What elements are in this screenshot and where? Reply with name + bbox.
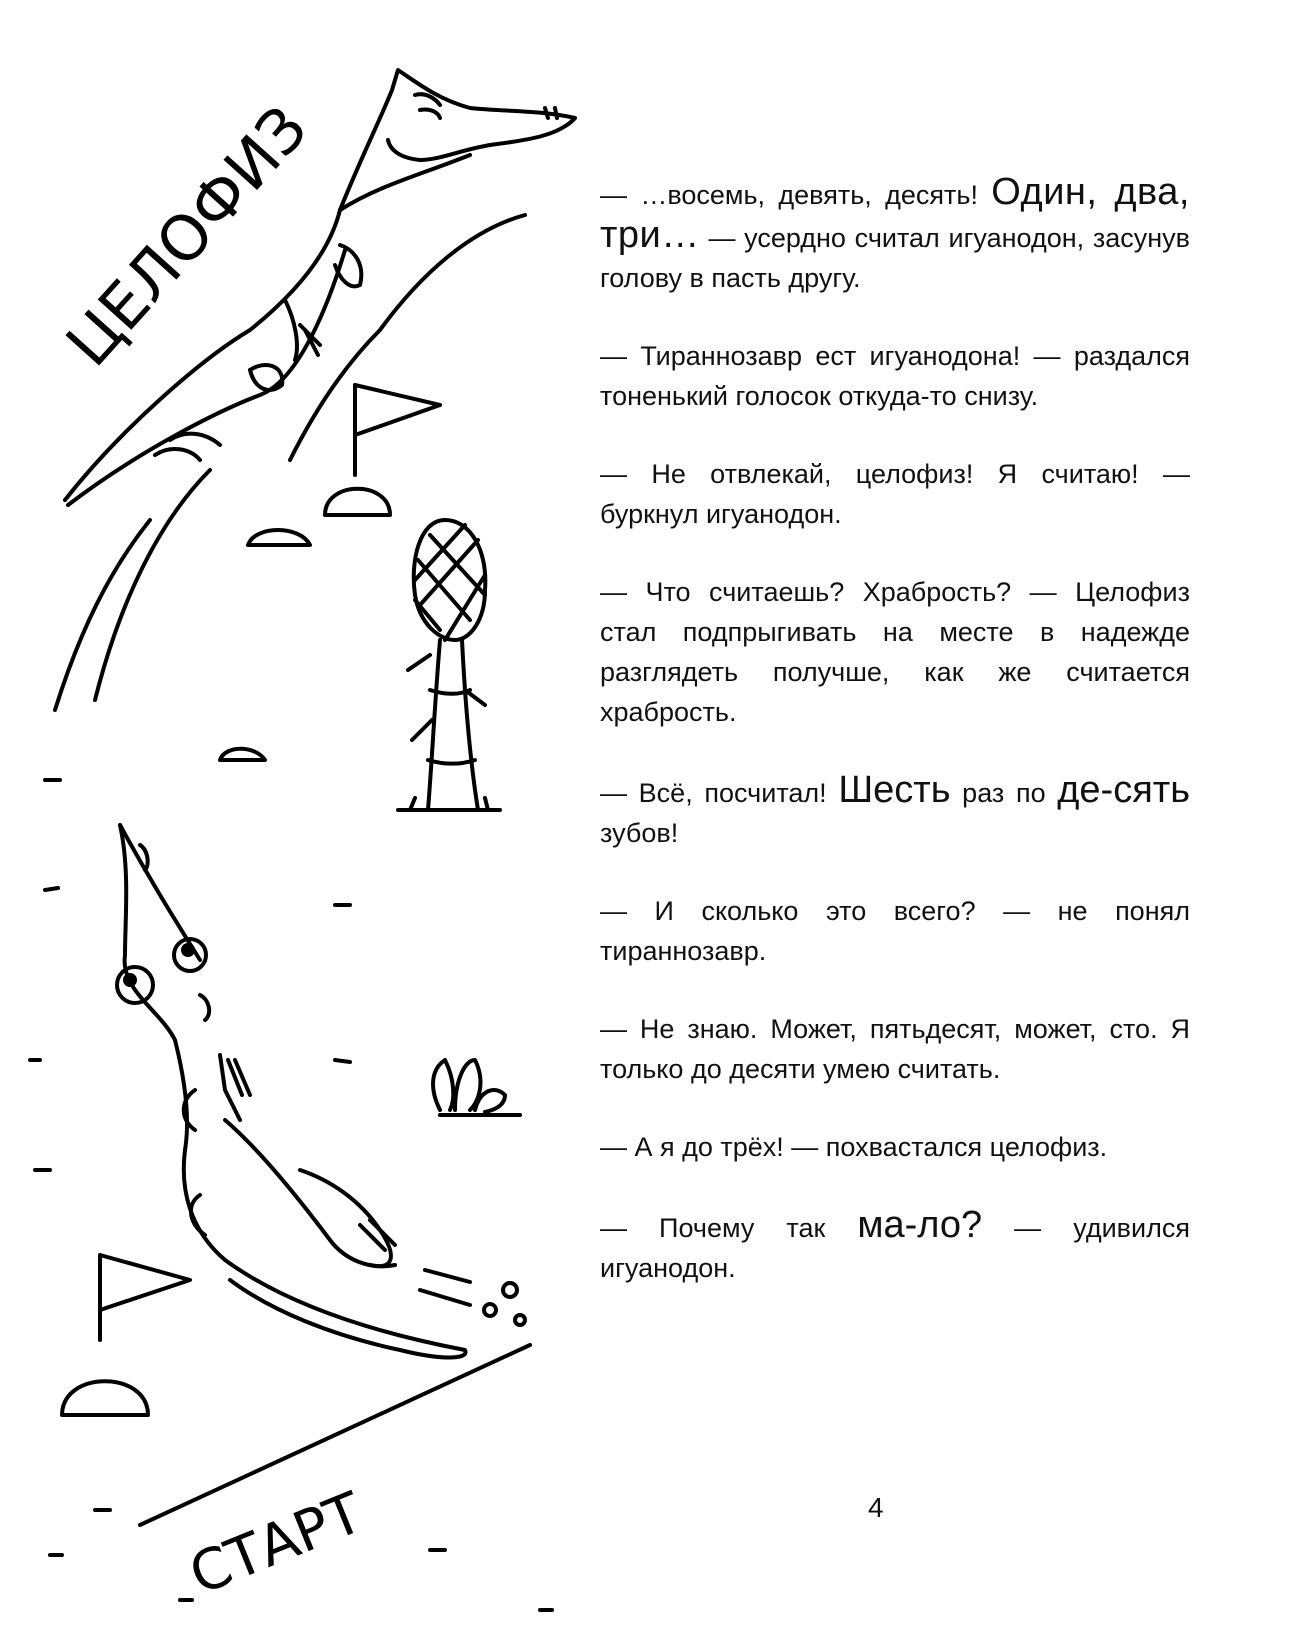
paragraph-8: — А я до трёх! — похвастался целофиз.	[600, 1132, 1108, 1162]
paragraph-3: — Не отвлекай, целофиз! Я считаю! — буркнул игуанодон.	[600, 459, 1190, 529]
story-text	[600, 172, 1190, 1326]
p5-emphasis-1: Шесть	[838, 769, 951, 811]
p1-a: — …восемь, девять, десять!	[600, 180, 992, 210]
p5-c: раз по	[950, 778, 1058, 808]
paragraph-6: — И сколько это всего? — не понял тираннозавр.	[600, 896, 1190, 966]
p9-emphasis: ма-ло?	[857, 1204, 983, 1246]
page-number: 4	[868, 1492, 884, 1523]
paragraph-5	[600, 770, 1190, 853]
paragraph-7: — Не знаю. Может, пятьдесят, может, сто. Я только до десяти умею считать.	[600, 1014, 1190, 1084]
paragraph-1	[600, 172, 1190, 298]
p9-c: — удивился игуанодон.	[600, 1213, 1190, 1283]
illustration	[0, 0, 600, 1625]
paragraph-2: — Тираннозавр ест игуанодона! — раздался тоненький голосок откуда-то снизу.	[600, 341, 1190, 411]
coelophysis-drawing	[30, 780, 552, 1610]
p5-emphasis-2: де-сять	[1057, 769, 1190, 811]
label-tselofiz: ЦЕЛОФИЗ	[51, 91, 322, 381]
p5-a: — Всё, посчитал!	[600, 778, 839, 808]
label-start: СТАРТ	[180, 1480, 372, 1608]
p1-c: — усердно считал игуанодон, засунув голову в пасть другу.	[600, 223, 1190, 293]
tyrannosaur-drawing	[55, 70, 575, 810]
p5-e: зубов!	[600, 818, 679, 848]
paragraph-9	[600, 1205, 1190, 1288]
p9-a: — Почему так	[600, 1213, 858, 1243]
paragraph-4: — Что считаешь? Храбрость? — Целофиз стал подпрыгивать на месте в надежде разглядеть получше, как же считается храбрость.	[600, 577, 1190, 727]
p1-emphasis: Один, два, три…	[600, 171, 1190, 256]
